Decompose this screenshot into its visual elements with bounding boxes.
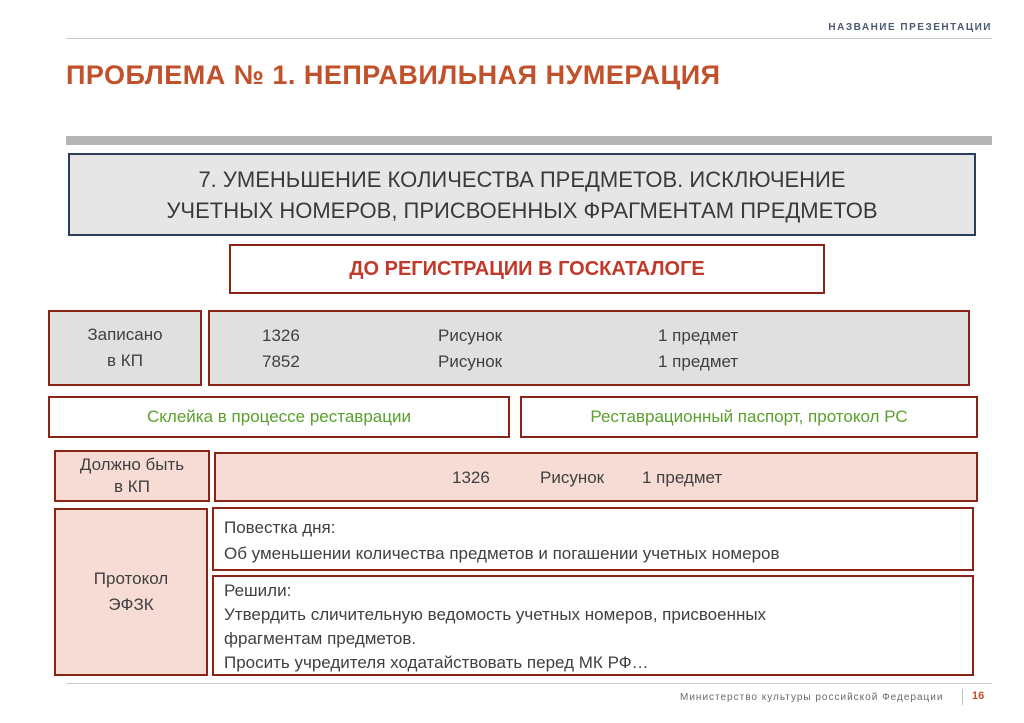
- should-be-label-line-1: Должно быть: [79, 455, 185, 474]
- footer-separator: [962, 689, 963, 705]
- footer-divider: [66, 683, 992, 684]
- presentation-name-label: НАЗВАНИЕ ПРЕЗЕНТАЦИИ: [828, 22, 992, 33]
- page-number: 16: [972, 690, 985, 702]
- agenda-box: [212, 507, 974, 571]
- recorded-label-line-2: в КП: [107, 351, 143, 370]
- should-be-item-box: [214, 452, 978, 502]
- registration-heading: ДО РЕГИСТРАЦИИ В ГОСКАТАЛОГЕ: [229, 244, 825, 294]
- item-type: Рисунок: [438, 326, 503, 345]
- should-be-type: Рисунок: [540, 468, 605, 487]
- topic-line-1: 7. УМЕНЬШЕНИЕ КОЛИЧЕСТВА ПРЕДМЕТОВ. ИСКЛЮЧЕНИЕ: [198, 166, 846, 192]
- topic-line-2: УЧЕТНЫХ НОМЕРОВ, ПРИСВОЕННЫХ ФРАГМЕНТАМ ПРЕДМЕТОВ: [166, 197, 878, 223]
- should-be-count: 1 предмет: [642, 468, 723, 487]
- protocol-label-line-1: Протокол: [93, 569, 169, 588]
- slide-title: ПРОБЛЕМА № 1. НЕПРАВИЛЬНАЯ НУМЕРАЦИЯ: [66, 60, 721, 90]
- recorded-items-box: [208, 310, 970, 386]
- item-count: 1 предмет: [658, 352, 739, 371]
- should-be-label-box: [54, 450, 210, 502]
- agenda-title: Повестка дня:: [224, 518, 336, 537]
- item-number: 1326: [262, 326, 300, 345]
- recorded-label-box: [48, 310, 202, 386]
- item-type: Рисунок: [438, 352, 503, 371]
- should-be-number: 1326: [452, 468, 490, 487]
- title-underline-bar: [66, 136, 992, 145]
- item-number: 7852: [262, 352, 300, 371]
- restoration-passport-box: Реставрационный паспорт, протокол РС: [520, 396, 978, 438]
- decision-title: Решили:: [224, 581, 292, 600]
- protocol-label-line-2: ЭФЗК: [108, 595, 154, 614]
- restoration-gluing-box: Склейка в процессе реставрации: [48, 396, 510, 438]
- topic-box: [68, 153, 976, 236]
- agenda-text: Об уменьшении количества предметов и погашении учетных номеров: [224, 544, 780, 563]
- header-divider: [66, 38, 992, 39]
- should-be-label-line-2: в КП: [114, 477, 150, 496]
- decision-box: [212, 575, 974, 676]
- decision-line-1: Утвердить сличительную ведомость учетных номеров, присвоенных: [224, 605, 767, 624]
- item-count: 1 предмет: [658, 326, 739, 345]
- protocol-label-box: [54, 508, 208, 676]
- decision-line-2: фрагментам предметов.: [224, 629, 417, 648]
- recorded-label-line-1: Записано: [87, 325, 163, 344]
- ministry-footer: Министерство культуры российской Федерации: [680, 692, 944, 703]
- decision-line-3: Просить учредителя ходатайствовать перед МК РФ…: [224, 653, 649, 672]
